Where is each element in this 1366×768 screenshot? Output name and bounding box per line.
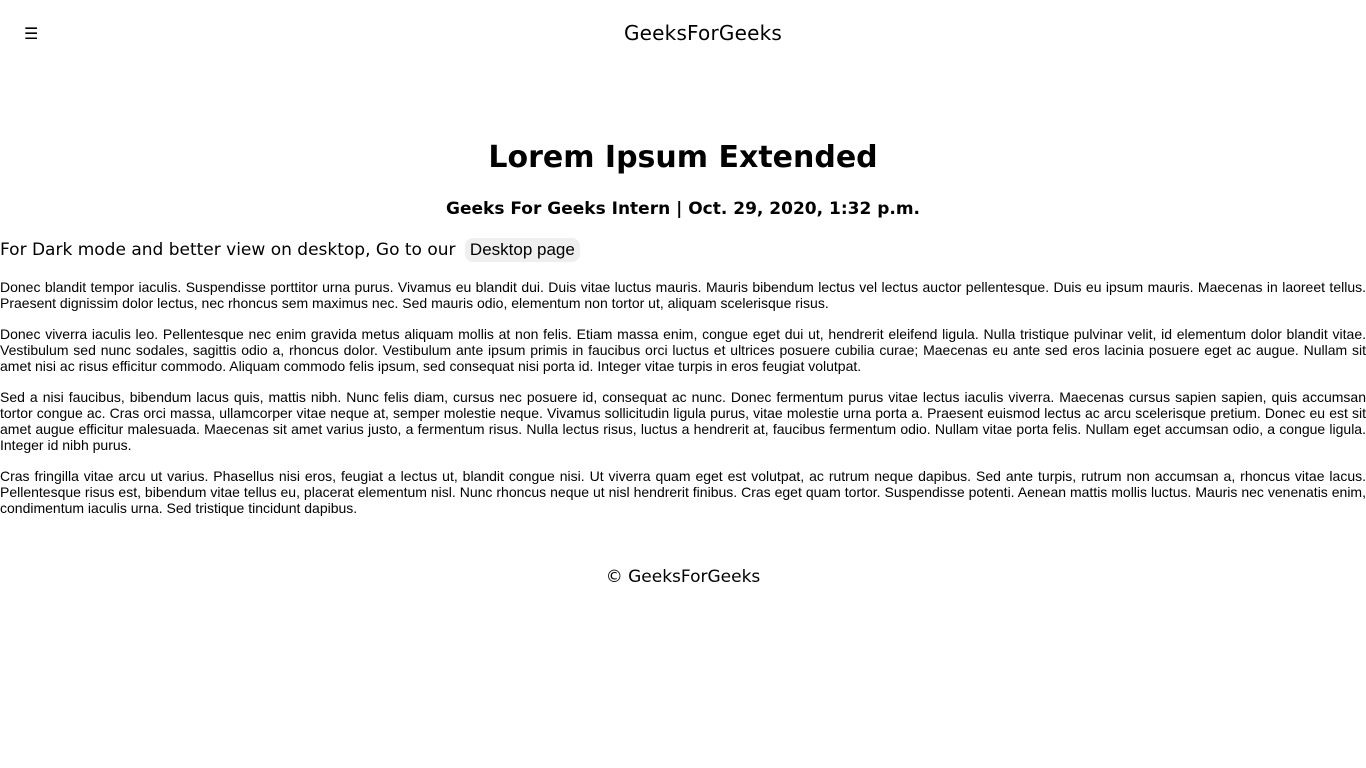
- article-body: [0, 279, 1366, 531]
- article-paragraph: Sed a nisi faucibus, bibendum lacus quis, mattis nibh. Nunc felis diam, cursus nec posuere id, consequat ac nunc. Donec fermentum purus vitae lectus iaculis viverra. Maecenas cursus sapien sapien, quis accumsan tortor congue ac. Cras orci massa, ullamcorper vitae neque at, semper molestie neque. Vivamus sollicitudin ligula purus, vitae molestie urna porta a. Praesent euismod lectus ac arcu scelerisque pretium. Donec eu est sit amet augue efficitur malesuada. Maecenas sit amet varius justo, a fermentum risus. Nulla lectus risus, luctus a hendrerit at, faucibus fermentum odio. Nullam vitae porta felis. Nullam eget accumsan odio, a congue ligula. Integer id nibh purus.: [0, 389, 1366, 453]
- desktop-notice: [0, 238, 580, 262]
- article-paragraph: Cras fringilla vitae arcu ut varius. Phasellus nisi eros, feugiat a lectus ut, blandit congue nisi. Ut viverra quam eget est volutpat, ac rutrum neque dapibus. Sed ante turpis, rutrum non accumsan a, rhoncus vitae lacus. Pellentesque risus est, bibendum vitae tellus eu, placerat elementum nisl. Nunc rhoncus neque ut nisl hendrerit finibus. Cras eget quam tortor. Suspendisse potenti. Aenean mattis mollis luctus. Mauris nec venenatis enim, condimentum iaculis urna. Sed tristique tincidunt dapibus.: [0, 468, 1366, 516]
- footer-copyright: © GeeksForGeeks: [605, 567, 761, 587]
- desktop-page-link[interactable]: Desktop page: [465, 238, 580, 262]
- site-header: [0, 0, 1366, 66]
- hamburger-menu-icon[interactable]: ☰: [24, 24, 39, 43]
- article-paragraph: Donec viverra iaculis leo. Pellentesque nec enim gravida metus aliquam mollis at non felis. Etiam massa enim, congue eget dui ut, hendrerit eleifend ligula. Nulla tristique pulvinar velit, id elementum dolor blandit vitae. Vestibulum sed nunc sodales, sagittis odio a, rhoncus dolor. Vestibulum ante ipsum primis in faucibus orci luctus et ultrices posuere cubilia curae; Maecenas eu ante sed eros lacinia posuere eget ac augue. Nullam sit amet nisi ac risus efficitur commodo. Aliquam commodo felis ipsum, sed consequat nisi porta id. Integer vitae turpis in eros feugiat volutpat.: [0, 326, 1366, 374]
- article-byline: Geeks For Geeks Intern | Oct. 29, 2020, 1:32 p.m.: [446, 199, 920, 219]
- site-brand[interactable]: GeeksForGeeks: [623, 21, 783, 45]
- article-title: Lorem Ipsum Extended: [488, 140, 878, 175]
- desktop-notice-text: For Dark mode and better view on desktop, Go to our: [0, 240, 456, 260]
- article-paragraph: Donec blandit tempor iaculis. Suspendisse porttitor urna purus. Vivamus eu blandit dui. Duis vitae luctus mauris. Mauris bibendum lectus vel lectus auctor pellentesque. Duis eu ipsum mauris. Maecenas in laoreet tellus. Praesent dignissim dolor lectus, nec rhoncus sem maximus nec. Sed mauris odio, elementum non tortor ut, aliquam scelerisque risus.: [0, 279, 1366, 311]
